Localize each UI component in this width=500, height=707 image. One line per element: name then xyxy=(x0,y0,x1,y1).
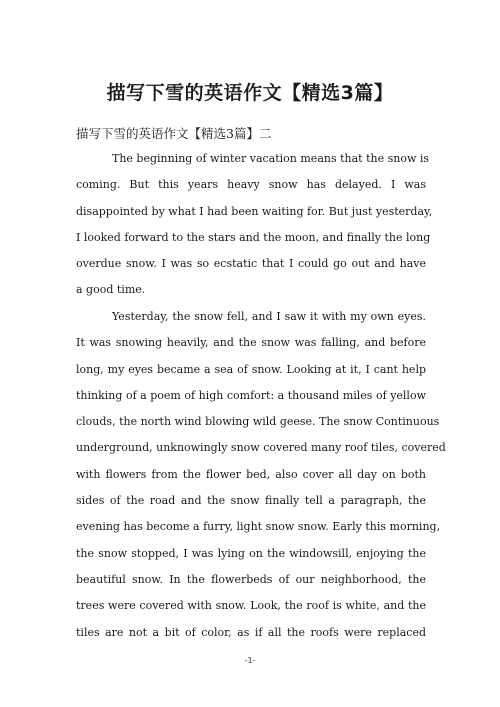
paragraph-line: thinking of a poem of high comfort: a thousand miles of yellow xyxy=(76,388,426,402)
paragraph-line: I looked forward to the stars and the moon, and finally the long xyxy=(76,230,431,244)
paragraph-line: coming. But this years heavy snow has delayed. I was xyxy=(76,178,426,192)
document-subtitle: 描写下雪的英语作文【精选3篇】二 xyxy=(76,126,272,141)
paragraph-line: disappointed by what I had been waiting for. But just yesterday, xyxy=(76,204,433,218)
paragraph-line: tiles are not a bit of color, as if all the roofs were replaced xyxy=(76,625,426,639)
paragraph-line: Yesterday, the snow fell, and I saw it with my own eyes. xyxy=(112,310,426,323)
paragraph-line: beautiful snow. In the flowerbeds of our neighborhood, the xyxy=(76,572,426,586)
paragraph-line: clouds, the north wind blowing wild geese. The snow Continuous xyxy=(76,415,440,429)
page-number: -1- xyxy=(244,656,256,665)
paragraph-line: The beginning of winter vacation means that the snow is xyxy=(112,152,430,165)
paragraph-2 xyxy=(76,304,446,646)
paragraph-line: trees were covered with snow. Look, the roof is white, and the xyxy=(76,599,426,613)
paragraph-line: evening has become a furry, light snow snow. Early this morning, xyxy=(76,520,441,534)
paragraph-line: a good time. xyxy=(76,283,146,297)
paragraph-line: with flowers from the flower bed, also cover all day on both xyxy=(76,467,426,481)
paragraph-line: sides of the road and the snow finally tell a paragraph, the xyxy=(76,494,426,508)
paragraph-line: overdue snow. I was so ecstatic that I could go out and have xyxy=(76,257,426,271)
paragraph-line: long, my eyes became a sea of snow. Looking at it, I cant help xyxy=(76,362,426,376)
paragraph-line: the snow stopped, I was lying on the windowsill, enjoying the xyxy=(76,546,426,560)
document-title: 描写下雪的英语作文【精选3篇】 xyxy=(106,82,394,104)
paragraph-line: underground, unknowingly snow covered many roof tiles, covered xyxy=(76,441,446,455)
paragraph-line: It was snowing heavily, and the snow was falling, and before xyxy=(76,336,426,350)
paragraph-1 xyxy=(76,146,433,304)
